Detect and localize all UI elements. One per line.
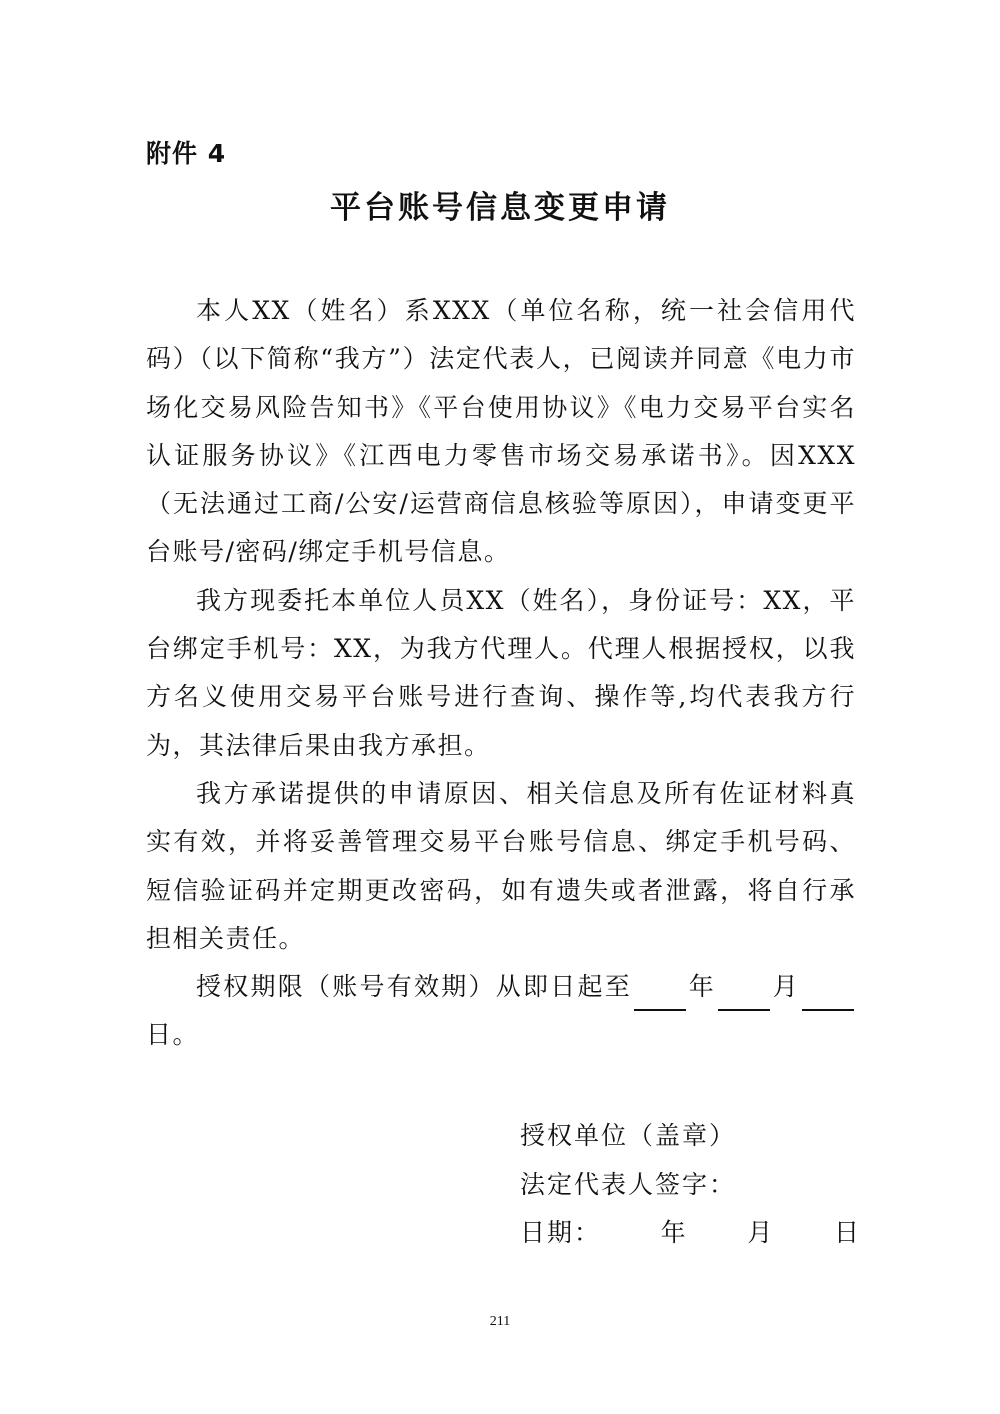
document-title: 平台账号信息变更申请 [330,190,670,226]
attachment-label: 附件 4 [146,139,227,168]
signature-block [520,1112,861,1258]
month-blank [718,983,770,1011]
day-blank [802,983,854,1011]
term-prefix: 授权期限（账号有效期）从即日起至 [196,972,632,1002]
page-number: 211 [489,1314,511,1329]
paragraph-term [146,963,856,1060]
document-body [146,287,856,1060]
term-year: 年 [687,972,716,1002]
paragraph-application: 本人XX（姓名）系XXX（单位名称，统一社会信用代码）（以下简称“我方”）法定代表人，已阅读并同意《电力市场化交易风险告知书》《平台使用协议》《电力交易平台实名认证服务协议》《江西电力零售市场交易承诺书》。因XXX（无法通过工商/公安/运营商信息核验等原因），申请变更平台账号/密码/绑定手机号信息。 [146,296,856,567]
signature-date: 日期： 年 月 日 [520,1218,862,1247]
year-blank [634,983,686,1011]
signature-representative: 法定代表人签字： [520,1169,737,1199]
paragraph-authorization: 我方现委托本单位人员XX（姓名），身份证号：XX，平台绑定手机号：XX，为我方代理人。代理人根据授权，以我方名义使用交易平台账号进行查询、操作等,均代表我方行为，其法律后果由我方承担。 [146,585,856,760]
term-day: 日。 [146,1020,200,1050]
signature-unit: 授权单位（盖章） [520,1121,737,1150]
paragraph-commitment: 我方承诺提供的申请原因、相关信息及所有佐证材料真实有效，并将妥善管理交易平台账号信息、绑定手机号码、短信验证码并定期更改密码，如有遗失或者泄露，将自行承担相关责任。 [146,778,856,953]
term-month: 月 [771,972,800,1002]
